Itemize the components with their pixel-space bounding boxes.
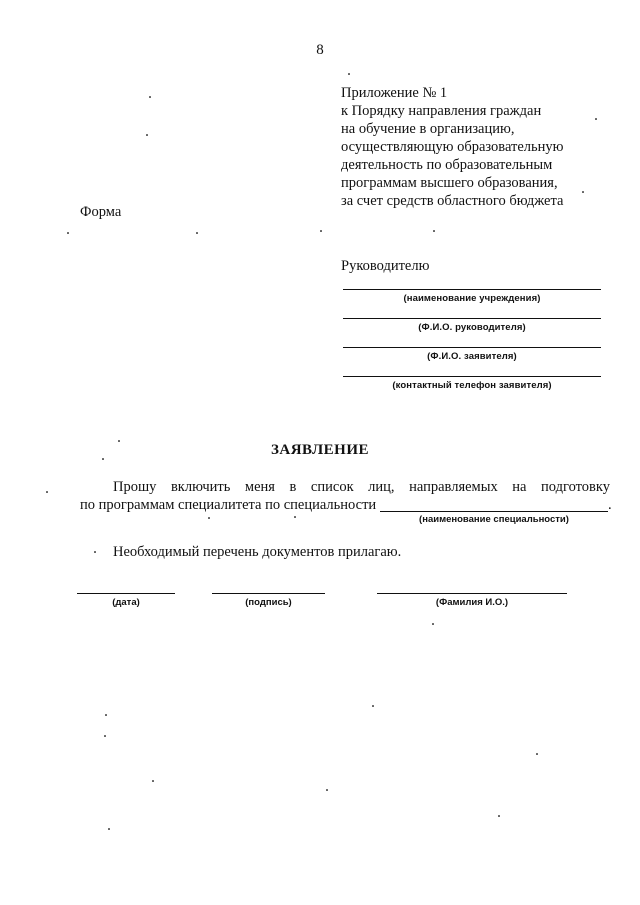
appendix-line: деятельность по образовательным xyxy=(341,157,553,173)
request-text-period: . xyxy=(608,497,612,513)
scan-speck xyxy=(432,623,434,625)
appendix-line: программам высшего образования, xyxy=(341,175,558,191)
scan-speck xyxy=(118,440,120,442)
appendix-line: к Порядку направления граждан xyxy=(341,103,542,119)
scan-speck xyxy=(102,458,104,460)
scan-speck xyxy=(146,134,148,136)
scan-speck xyxy=(320,230,322,232)
scan-speck xyxy=(67,232,69,234)
form-label: Форма xyxy=(80,204,122,220)
scan-speck xyxy=(104,735,106,737)
date-field[interactable]: (дата) xyxy=(77,593,175,608)
scan-speck xyxy=(46,491,48,493)
recipient-label: Руководителю xyxy=(341,258,430,274)
appendix-header xyxy=(341,84,564,210)
scan-speck xyxy=(105,714,107,716)
appendix-line: на обучение в организацию, xyxy=(341,121,515,137)
scan-speck xyxy=(94,551,96,553)
appendix-line: осуществляющую образовательную xyxy=(341,139,564,155)
scan-speck xyxy=(152,780,154,782)
institution-field[interactable]: (наименование учреждения) xyxy=(343,289,601,304)
scan-speck xyxy=(196,232,198,234)
request-text-line1: Прошу включить меня в список лиц, направляемых на подготовку xyxy=(113,479,610,495)
applicant-name-field[interactable]: (Ф.И.О. заявителя) xyxy=(343,347,601,362)
scan-speck xyxy=(149,96,151,98)
head-name-field[interactable]: (Ф.И.О. руководителя) xyxy=(343,318,601,333)
appendix-line: Приложение № 1 xyxy=(341,85,448,101)
request-text-line2: по программам специалитета по специальности xyxy=(80,497,377,513)
scan-speck xyxy=(294,516,296,518)
page-number: 8 xyxy=(316,42,324,58)
scan-speck xyxy=(326,789,328,791)
scan-speck xyxy=(498,815,500,817)
scan-speck xyxy=(582,191,584,193)
scan-speck xyxy=(536,753,538,755)
scan-speck xyxy=(208,517,210,519)
specialty-caption: (наименование специальности) xyxy=(419,514,569,525)
documents-statement: Необходимый перечень документов прилагаю. xyxy=(113,544,402,560)
scan-speck xyxy=(348,73,350,75)
scan-speck xyxy=(433,230,435,232)
applicant-phone-field[interactable]: (контактный телефон заявителя) xyxy=(343,376,601,391)
signature-field[interactable]: (подпись) xyxy=(212,593,325,608)
scan-speck xyxy=(595,118,597,120)
document-title: ЗАЯВЛЕНИЕ xyxy=(270,442,370,458)
scan-speck xyxy=(372,705,374,707)
full-name-field[interactable]: (Фамилия И.О.) xyxy=(377,593,567,608)
scan-speck xyxy=(108,828,110,830)
specialty-field[interactable] xyxy=(380,511,608,512)
appendix-line: за счет средств областного бюджета xyxy=(341,193,564,209)
